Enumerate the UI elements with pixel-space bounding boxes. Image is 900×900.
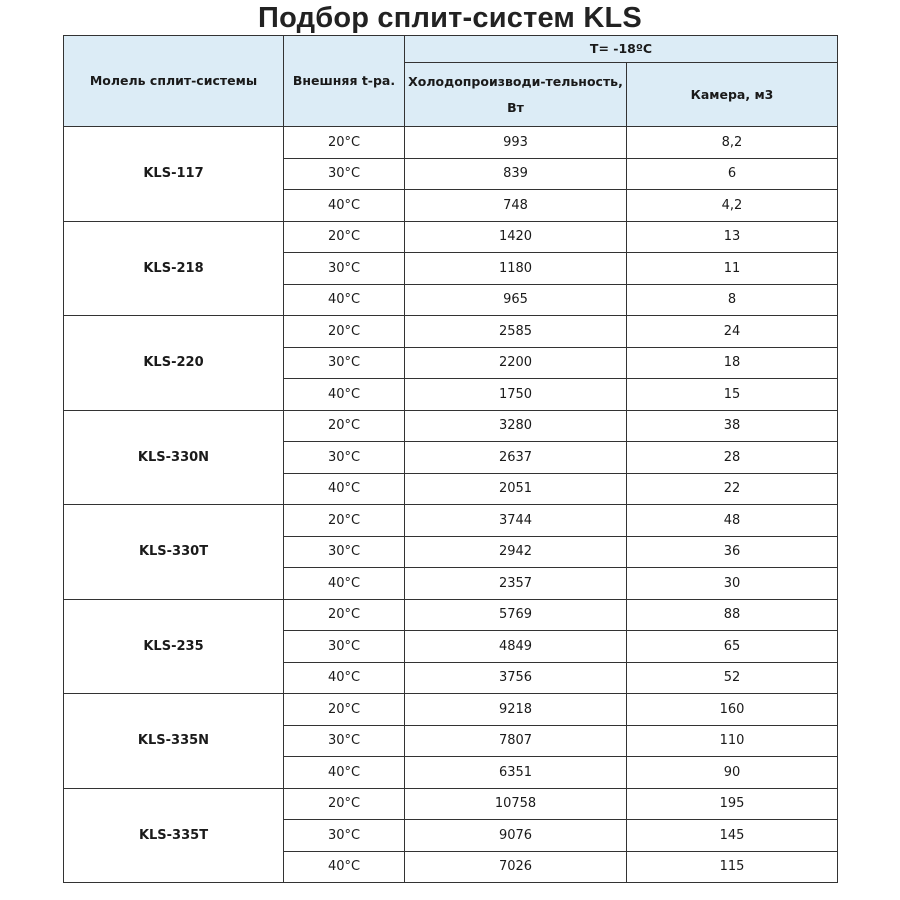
page-title: Подбор сплит-систем KLS — [258, 2, 642, 34]
outdoor-temp-cell: 30°C — [284, 347, 405, 379]
capacity-cell: 3744 — [405, 505, 627, 537]
model-cell: KLS-235 — [64, 599, 284, 694]
capacity-cell: 3280 — [405, 410, 627, 442]
model-cell: KLS-330N — [64, 410, 284, 505]
table-row — [64, 221, 838, 253]
table-row — [64, 694, 838, 726]
chamber-volume-cell: 110 — [627, 725, 838, 757]
outdoor-temp-cell: 30°C — [284, 158, 405, 190]
chamber-volume-cell: 28 — [627, 442, 838, 474]
table-row — [64, 505, 838, 537]
capacity-cell: 4849 — [405, 631, 627, 663]
chamber-volume-cell: 22 — [627, 473, 838, 505]
chamber-volume-cell: 88 — [627, 599, 838, 631]
capacity-cell: 1180 — [405, 253, 627, 285]
outdoor-temp-cell: 40°C — [284, 662, 405, 694]
chamber-volume-cell: 145 — [627, 820, 838, 852]
outdoor-temp-cell: 30°C — [284, 253, 405, 285]
outdoor-temp-cell: 40°C — [284, 568, 405, 600]
chamber-volume-cell: 52 — [627, 662, 838, 694]
chamber-volume-cell: 15 — [627, 379, 838, 411]
capacity-cell: 6351 — [405, 757, 627, 789]
header-capacity: Холодопроизводи-тельность, Вт — [405, 63, 627, 127]
capacity-cell: 5769 — [405, 599, 627, 631]
outdoor-temp-cell: 40°C — [284, 473, 405, 505]
chamber-volume-cell: 30 — [627, 568, 838, 600]
capacity-cell: 2357 — [405, 568, 627, 600]
model-cell: KLS-335T — [64, 788, 284, 883]
header-chamber: Камера, м3 — [627, 63, 838, 127]
capacity-cell: 7807 — [405, 725, 627, 757]
outdoor-temp-cell: 20°C — [284, 221, 405, 253]
capacity-cell: 2585 — [405, 316, 627, 348]
chamber-volume-cell: 115 — [627, 851, 838, 883]
capacity-cell: 993 — [405, 127, 627, 159]
chamber-volume-cell: 65 — [627, 631, 838, 663]
capacity-cell: 2942 — [405, 536, 627, 568]
chamber-volume-cell: 48 — [627, 505, 838, 537]
capacity-cell: 7026 — [405, 851, 627, 883]
chamber-volume-cell: 195 — [627, 788, 838, 820]
model-cell: KLS-330T — [64, 505, 284, 600]
outdoor-temp-cell: 20°C — [284, 599, 405, 631]
outdoor-temp-cell: 20°C — [284, 127, 405, 159]
table-header — [64, 36, 838, 127]
capacity-cell: 2200 — [405, 347, 627, 379]
outdoor-temp-cell: 20°C — [284, 788, 405, 820]
capacity-cell: 9218 — [405, 694, 627, 726]
outdoor-temp-cell: 30°C — [284, 820, 405, 852]
capacity-cell: 1420 — [405, 221, 627, 253]
chamber-volume-cell: 11 — [627, 253, 838, 285]
outdoor-temp-cell: 40°C — [284, 757, 405, 789]
header-outdoor-temp: Внешняя t-ра. — [284, 36, 405, 127]
outdoor-temp-cell: 30°C — [284, 631, 405, 663]
outdoor-temp-cell: 40°C — [284, 190, 405, 222]
chamber-volume-cell: 8,2 — [627, 127, 838, 159]
header-temp-group: T= -18ºC — [405, 36, 838, 63]
chamber-volume-cell: 160 — [627, 694, 838, 726]
capacity-cell: 2637 — [405, 442, 627, 474]
table-row — [64, 127, 838, 159]
table-row — [64, 410, 838, 442]
chamber-volume-cell: 36 — [627, 536, 838, 568]
model-cell: KLS-218 — [64, 221, 284, 316]
capacity-cell: 3756 — [405, 662, 627, 694]
model-cell: KLS-335N — [64, 694, 284, 789]
outdoor-temp-cell: 40°C — [284, 851, 405, 883]
chamber-volume-cell: 4,2 — [627, 190, 838, 222]
table-row — [64, 316, 838, 348]
outdoor-temp-cell: 30°C — [284, 442, 405, 474]
outdoor-temp-cell: 20°C — [284, 410, 405, 442]
outdoor-temp-cell: 30°C — [284, 536, 405, 568]
table-row — [64, 788, 838, 820]
chamber-volume-cell: 18 — [627, 347, 838, 379]
outdoor-temp-cell: 30°C — [284, 725, 405, 757]
capacity-cell: 965 — [405, 284, 627, 316]
capacity-cell: 2051 — [405, 473, 627, 505]
model-cell: KLS-220 — [64, 316, 284, 411]
chamber-volume-cell: 38 — [627, 410, 838, 442]
chamber-volume-cell: 8 — [627, 284, 838, 316]
outdoor-temp-cell: 40°C — [284, 379, 405, 411]
chamber-volume-cell: 90 — [627, 757, 838, 789]
outdoor-temp-cell: 20°C — [284, 316, 405, 348]
split-systems-table — [63, 35, 838, 883]
outdoor-temp-cell: 20°C — [284, 505, 405, 537]
header-model: Молель сплит-системы — [64, 36, 284, 127]
outdoor-temp-cell: 20°C — [284, 694, 405, 726]
outdoor-temp-cell: 40°C — [284, 284, 405, 316]
capacity-cell: 748 — [405, 190, 627, 222]
capacity-cell: 10758 — [405, 788, 627, 820]
table-body — [64, 127, 838, 883]
chamber-volume-cell: 24 — [627, 316, 838, 348]
table-row — [64, 599, 838, 631]
capacity-cell: 1750 — [405, 379, 627, 411]
capacity-cell: 839 — [405, 158, 627, 190]
capacity-cell: 9076 — [405, 820, 627, 852]
chamber-volume-cell: 13 — [627, 221, 838, 253]
model-cell: KLS-117 — [64, 127, 284, 222]
chamber-volume-cell: 6 — [627, 158, 838, 190]
